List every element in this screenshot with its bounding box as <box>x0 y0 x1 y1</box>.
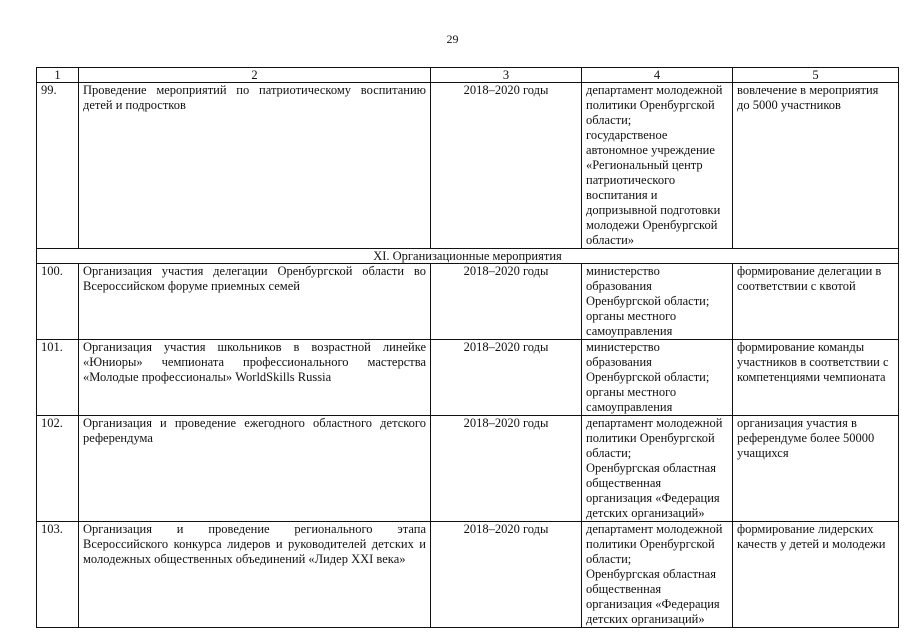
table-row <box>37 264 899 340</box>
executor-cell: департамент молодежной политики Оренбургской области; государственое автономное учреждение «Региональный центр патриотического воспитания и допризывной подготовки молодежи Оренбургской области» <box>582 83 733 249</box>
table-header-row <box>37 68 899 83</box>
event-cell: Проведение мероприятий по патриотическому воспитанию детей и подростков <box>79 83 431 249</box>
period-cell: 2018–2020 годы <box>431 83 582 249</box>
executor-cell: департамент молодежной политики Оренбургской области; Оренбургская областная общественная организация «Федерация детских организаций» <box>582 416 733 522</box>
row-number: 100. <box>37 264 79 340</box>
period-cell: 2018–2020 годы <box>431 264 582 340</box>
period-cell: 2018–2020 годы <box>431 340 582 416</box>
table-row <box>37 522 899 628</box>
period-cell: 2018–2020 годы <box>431 522 582 628</box>
table-row <box>37 83 899 249</box>
column-header-2: 2 <box>79 68 431 83</box>
column-header-3: 3 <box>431 68 582 83</box>
event-cell: Организация и проведение регионального этапа Всероссийского конкурса лидеров и руководителей детских и молодежных общественных объединений «Лидер XXI века» <box>79 522 431 628</box>
result-cell: формирование команды участников в соответствии с компетенциями чемпионата <box>733 340 899 416</box>
row-number: 101. <box>37 340 79 416</box>
executor-cell: департамент молодежной политики Оренбургской области; Оренбургская областная общественная организация «Федерация детских организаций» <box>582 522 733 628</box>
result-cell: формирование лидерских качеств у детей и молодежи <box>733 522 899 628</box>
column-header-4: 4 <box>582 68 733 83</box>
result-cell: организация участия в референдуме более 50000 учащихся <box>733 416 899 522</box>
row-number: 99. <box>37 83 79 249</box>
section-title: XI. Организационные мероприятия <box>37 249 899 264</box>
event-cell: Организация и проведение ежегодного областного детского референдума <box>79 416 431 522</box>
result-cell: вовлечение в мероприятия до 5000 участников <box>733 83 899 249</box>
period-cell: 2018–2020 годы <box>431 416 582 522</box>
table-row <box>37 416 899 522</box>
measures-table <box>36 67 899 628</box>
executor-cell: министерство образования Оренбургской области; органы местного самоуправления <box>582 264 733 340</box>
event-cell: Организация участия школьников в возрастной линейке «Юниоры» чемпионата профессионального мастерства «Молодые профессионалы» WorldSkills Russia <box>79 340 431 416</box>
table-row <box>37 340 899 416</box>
column-header-5: 5 <box>733 68 899 83</box>
column-header-1: 1 <box>37 68 79 83</box>
page-number: 29 <box>446 32 459 46</box>
row-number: 102. <box>37 416 79 522</box>
section-row <box>37 249 899 264</box>
result-cell: формирование делегации в соответствии с квотой <box>733 264 899 340</box>
event-cell: Организация участия делегации Оренбургской области во Всероссийском форуме приемных семей <box>79 264 431 340</box>
executor-cell: министерство образования Оренбургской области; органы местного самоуправления <box>582 340 733 416</box>
row-number: 103. <box>37 522 79 628</box>
